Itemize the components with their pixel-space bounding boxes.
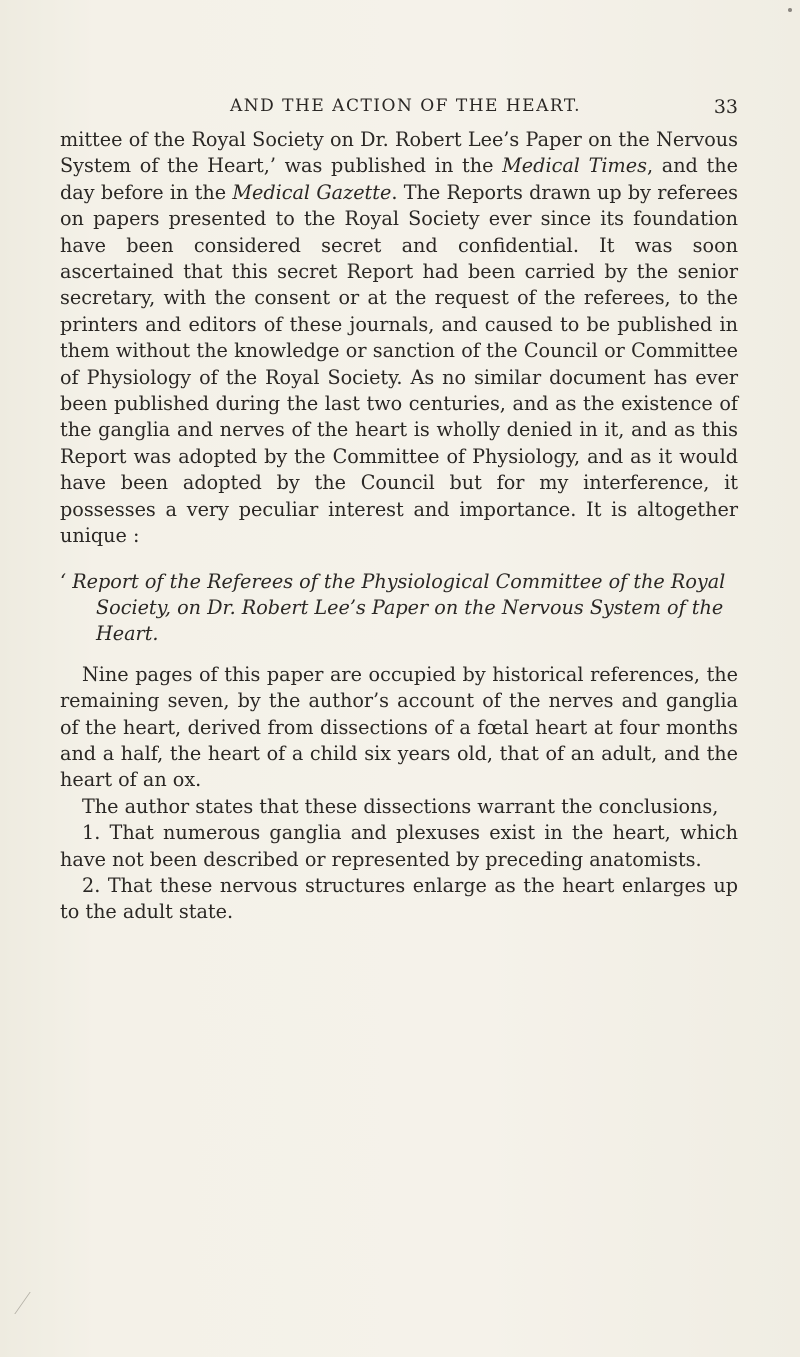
text-run: . The Reports drawn up by referees on papers presented to the Royal Society ever since its foundation have been considered secret and confidential. It was soon ascertained that this secret Report had been carried by the senior secretary, with the consent or at the request of the referees, to the printers and editors of these journals, and caused to be published in them without the knowledge or sanction of the Council or Committee of Physiology of the Royal Society. As no similar document has ever been published during the last two centuries, and as the existence of the ganglia and nerves of the heart is wholly denied in it, and as this Report was adopted by the Committee of Physiology, and as it would have been adopted by the Council but for my interference, it possesses a very peculiar interest and importance. It is altogether unique :: [60, 180, 738, 548]
text-run: mittee of the Royal Society on Dr. Robert Lee’s Paper on the Nervous System of the Heart,’ was published in the: [60, 128, 738, 178]
report-title: ‘ Report of the Referees of the Physiological Committee of the Royal Society, on Dr. Robert Lee’s Paper on the Nervous System of the Heart.: [60, 569, 726, 646]
page-header: [230, 96, 738, 126]
numbered-conclusion-1: 1. That numerous ganglia and plexuses exist in the heart, which have not been described or represented by preceding anatomists.: [60, 821, 738, 871]
speck-mark: [788, 8, 792, 12]
running-head: AND THE ACTION OF THE HEART.: [230, 96, 582, 116]
page-number: 33: [713, 96, 738, 118]
journal-name-medical-times: Medical Times: [502, 154, 647, 178]
pencil-mark: [14, 1292, 44, 1314]
paragraph: The author states that these dissections warrant the conclusions,: [82, 794, 719, 818]
text-run: , and the day before in the: [60, 154, 738, 204]
journal-name-medical-gazette: Medical Gazette: [232, 180, 392, 204]
paragraph: Nine pages of this paper are occupied by historical references, the remaining seven, by the author’s account of the nerves and ganglia of the heart, derived from dissections of a fœtal heart at four months and a half, the heart of a child six years old, that of an adult, and the heart of an ox.: [60, 662, 738, 792]
body-text: [60, 127, 738, 926]
paragraph-continuation: [60, 127, 738, 550]
numbered-conclusion-2: 2. That these nervous structures enlarge as the heart enlarges up to the adult state.: [60, 873, 738, 924]
